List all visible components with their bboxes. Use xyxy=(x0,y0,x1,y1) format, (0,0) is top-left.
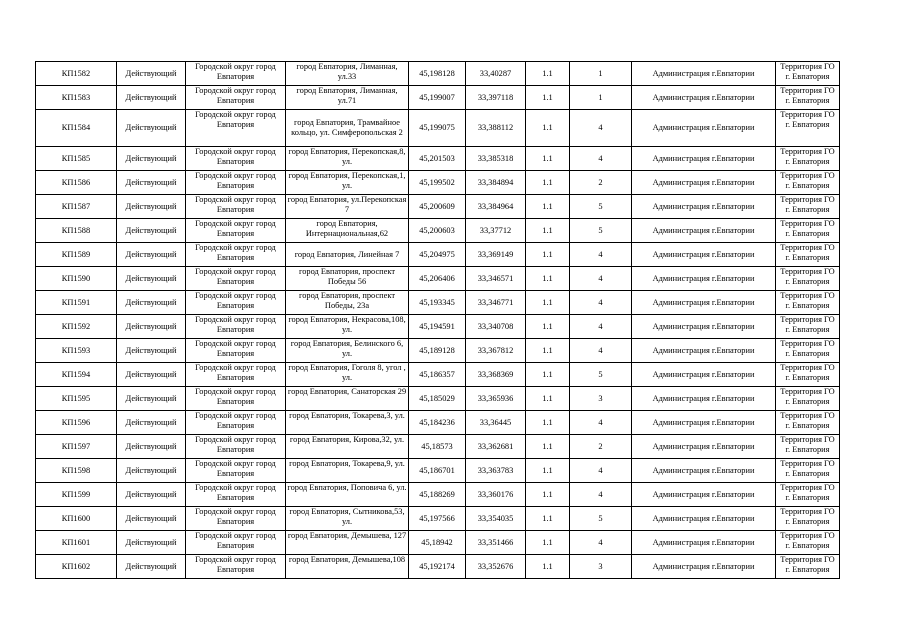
administration-cell: Администрация г.Евпатории xyxy=(632,411,776,435)
administration-cell: Администрация г.Евпатории xyxy=(632,243,776,267)
district-cell: Городской округ город Евпатория xyxy=(186,387,286,411)
status-cell: Действующий xyxy=(117,411,186,435)
table-row xyxy=(36,62,840,86)
container-count-cell: 4 xyxy=(570,339,632,363)
table-row xyxy=(36,363,840,387)
address-cell: город Евпатория, Перекопская,8, ул. xyxy=(286,147,409,171)
address-cell: город Евпатория, Санаторская 29 xyxy=(286,387,409,411)
latitude-cell: 45,194591 xyxy=(409,315,466,339)
status-cell: Действующий xyxy=(117,243,186,267)
status-cell: Действующий xyxy=(117,291,186,315)
administration-cell: Администрация г.Евпатории xyxy=(632,315,776,339)
table-row xyxy=(36,339,840,363)
table-row xyxy=(36,435,840,459)
longitude-cell: 33,388112 xyxy=(466,110,526,147)
administration-cell: Администрация г.Евпатории xyxy=(632,86,776,110)
status-cell: Действующий xyxy=(117,195,186,219)
district-cell: Городской округ город Евпатория xyxy=(186,459,286,483)
administration-cell: Администрация г.Евпатории xyxy=(632,531,776,555)
longitude-cell: 33,360176 xyxy=(466,483,526,507)
code-cell: 1.1 xyxy=(526,459,570,483)
latitude-cell: 45,186357 xyxy=(409,363,466,387)
status-cell: Действующий xyxy=(117,62,186,86)
district-cell: Городской округ город Евпатория xyxy=(186,243,286,267)
container-count-cell: 1 xyxy=(570,62,632,86)
territory-cell: Территория ГО г. Евпатория xyxy=(776,195,840,219)
container-count-cell: 4 xyxy=(570,483,632,507)
address-cell: город Евпатория, Поповича 6, ул. xyxy=(286,483,409,507)
territory-cell: Территория ГО г. Евпатория xyxy=(776,555,840,579)
code-cell: 1.1 xyxy=(526,387,570,411)
district-cell: Городской округ город Евпатория xyxy=(186,507,286,531)
longitude-cell: 33,397118 xyxy=(466,86,526,110)
longitude-cell: 33,340708 xyxy=(466,315,526,339)
code-cell: 1.1 xyxy=(526,315,570,339)
code-cell: 1.1 xyxy=(526,195,570,219)
table-row xyxy=(36,459,840,483)
territory-cell: Территория ГО г. Евпатория xyxy=(776,62,840,86)
address-cell: город Евпатория, Лиманная, ул.71 xyxy=(286,86,409,110)
latitude-cell: 45,204975 xyxy=(409,243,466,267)
site-id-cell: КП1590 xyxy=(36,267,117,291)
container-count-cell: 5 xyxy=(570,363,632,387)
district-cell: Городской округ город Евпатория xyxy=(186,363,286,387)
status-cell: Действующий xyxy=(117,219,186,243)
container-count-cell: 4 xyxy=(570,459,632,483)
code-cell: 1.1 xyxy=(526,507,570,531)
territory-cell: Территория ГО г. Евпатория xyxy=(776,411,840,435)
status-cell: Действующий xyxy=(117,363,186,387)
longitude-cell: 33,40287 xyxy=(466,62,526,86)
district-cell: Городской округ город Евпатория xyxy=(186,339,286,363)
status-cell: Действующий xyxy=(117,110,186,147)
longitude-cell: 33,362681 xyxy=(466,435,526,459)
site-id-cell: КП1582 xyxy=(36,62,117,86)
latitude-cell: 45,184236 xyxy=(409,411,466,435)
address-cell: город Евпатория, Токарева,9, ул. xyxy=(286,459,409,483)
address-cell: город Евпатория, ул.Перекопская 7 xyxy=(286,195,409,219)
container-count-cell: 3 xyxy=(570,555,632,579)
code-cell: 1.1 xyxy=(526,171,570,195)
address-cell: город Евпатория, Лиманная, ул.33 xyxy=(286,62,409,86)
container-count-cell: 3 xyxy=(570,387,632,411)
table-row xyxy=(36,147,840,171)
site-id-cell: КП1599 xyxy=(36,483,117,507)
code-cell: 1.1 xyxy=(526,363,570,387)
district-cell: Городской округ город Евпатория xyxy=(186,411,286,435)
table-row xyxy=(36,555,840,579)
territory-cell: Территория ГО г. Евпатория xyxy=(776,219,840,243)
longitude-cell: 33,346571 xyxy=(466,267,526,291)
registry-table-page xyxy=(35,61,839,579)
territory-cell: Территория ГО г. Евпатория xyxy=(776,531,840,555)
site-id-cell: КП1595 xyxy=(36,387,117,411)
container-count-cell: 5 xyxy=(570,219,632,243)
latitude-cell: 45,186701 xyxy=(409,459,466,483)
administration-cell: Администрация г.Евпатории xyxy=(632,555,776,579)
administration-cell: Администрация г.Евпатории xyxy=(632,219,776,243)
longitude-cell: 33,385318 xyxy=(466,147,526,171)
code-cell: 1.1 xyxy=(526,291,570,315)
longitude-cell: 33,352676 xyxy=(466,555,526,579)
longitude-cell: 33,365936 xyxy=(466,387,526,411)
territory-cell: Территория ГО г. Евпатория xyxy=(776,110,840,147)
longitude-cell: 33,368369 xyxy=(466,363,526,387)
latitude-cell: 45,193345 xyxy=(409,291,466,315)
longitude-cell: 33,384894 xyxy=(466,171,526,195)
table-row xyxy=(36,291,840,315)
site-id-cell: КП1589 xyxy=(36,243,117,267)
container-count-cell: 4 xyxy=(570,243,632,267)
territory-cell: Территория ГО г. Евпатория xyxy=(776,291,840,315)
code-cell: 1.1 xyxy=(526,435,570,459)
site-id-cell: КП1600 xyxy=(36,507,117,531)
territory-cell: Территория ГО г. Евпатория xyxy=(776,459,840,483)
container-count-cell: 4 xyxy=(570,291,632,315)
latitude-cell: 45,199075 xyxy=(409,110,466,147)
address-cell: город Евпатория, Линейная 7 xyxy=(286,243,409,267)
territory-cell: Территория ГО г. Евпатория xyxy=(776,147,840,171)
latitude-cell: 45,188269 xyxy=(409,483,466,507)
site-id-cell: КП1588 xyxy=(36,219,117,243)
administration-cell: Администрация г.Евпатории xyxy=(632,147,776,171)
district-cell: Городской округ город Евпатория xyxy=(186,267,286,291)
address-cell: город Евпатория, Гоголя 8, угол , ул. xyxy=(286,363,409,387)
territory-cell: Территория ГО г. Евпатория xyxy=(776,435,840,459)
site-id-cell: КП1584 xyxy=(36,110,117,147)
territory-cell: Территория ГО г. Евпатория xyxy=(776,171,840,195)
code-cell: 1.1 xyxy=(526,219,570,243)
district-cell: Городской округ город Евпатория xyxy=(186,86,286,110)
latitude-cell: 45,198128 xyxy=(409,62,466,86)
table-row xyxy=(36,411,840,435)
status-cell: Действующий xyxy=(117,387,186,411)
longitude-cell: 33,384964 xyxy=(466,195,526,219)
site-id-cell: КП1592 xyxy=(36,315,117,339)
longitude-cell: 33,369149 xyxy=(466,243,526,267)
table-row xyxy=(36,195,840,219)
administration-cell: Администрация г.Евпатории xyxy=(632,171,776,195)
code-cell: 1.1 xyxy=(526,86,570,110)
latitude-cell: 45,185029 xyxy=(409,387,466,411)
administration-cell: Администрация г.Евпатории xyxy=(632,267,776,291)
latitude-cell: 45,18573 xyxy=(409,435,466,459)
territory-cell: Территория ГО г. Евпатория xyxy=(776,243,840,267)
administration-cell: Администрация г.Евпатории xyxy=(632,62,776,86)
site-id-cell: КП1602 xyxy=(36,555,117,579)
status-cell: Действующий xyxy=(117,339,186,363)
district-cell: Городской округ город Евпатория xyxy=(186,195,286,219)
code-cell: 1.1 xyxy=(526,110,570,147)
district-cell: Городской округ город Евпатория xyxy=(186,315,286,339)
status-cell: Действующий xyxy=(117,459,186,483)
status-cell: Действующий xyxy=(117,555,186,579)
site-id-cell: КП1601 xyxy=(36,531,117,555)
territory-cell: Территория ГО г. Евпатория xyxy=(776,507,840,531)
status-cell: Действующий xyxy=(117,507,186,531)
address-cell: город Евпатория, Перекопская,1, ул. xyxy=(286,171,409,195)
site-id-cell: КП1586 xyxy=(36,171,117,195)
code-cell: 1.1 xyxy=(526,531,570,555)
site-id-cell: КП1593 xyxy=(36,339,117,363)
territory-cell: Территория ГО г. Евпатория xyxy=(776,339,840,363)
latitude-cell: 45,189128 xyxy=(409,339,466,363)
container-count-cell: 4 xyxy=(570,411,632,435)
site-id-cell: КП1583 xyxy=(36,86,117,110)
longitude-cell: 33,36445 xyxy=(466,411,526,435)
site-id-cell: КП1596 xyxy=(36,411,117,435)
table-row xyxy=(36,110,840,147)
latitude-cell: 45,199007 xyxy=(409,86,466,110)
address-cell: город Евпатория, Токарева,3, ул. xyxy=(286,411,409,435)
territory-cell: Территория ГО г. Евпатория xyxy=(776,387,840,411)
site-id-cell: КП1591 xyxy=(36,291,117,315)
container-count-cell: 4 xyxy=(570,147,632,171)
container-sites-table xyxy=(35,61,840,579)
latitude-cell: 45,192174 xyxy=(409,555,466,579)
longitude-cell: 33,354035 xyxy=(466,507,526,531)
territory-cell: Территория ГО г. Евпатория xyxy=(776,267,840,291)
container-count-cell: 4 xyxy=(570,110,632,147)
latitude-cell: 45,18942 xyxy=(409,531,466,555)
table-body xyxy=(36,62,840,579)
container-count-cell: 4 xyxy=(570,315,632,339)
table-row xyxy=(36,483,840,507)
code-cell: 1.1 xyxy=(526,411,570,435)
district-cell: Городской округ город Евпатория xyxy=(186,110,286,147)
administration-cell: Администрация г.Евпатории xyxy=(632,339,776,363)
status-cell: Действующий xyxy=(117,315,186,339)
table-row xyxy=(36,387,840,411)
administration-cell: Администрация г.Евпатории xyxy=(632,435,776,459)
address-cell: город Евпатория, Кирова,32, ул. xyxy=(286,435,409,459)
latitude-cell: 45,200609 xyxy=(409,195,466,219)
administration-cell: Администрация г.Евпатории xyxy=(632,483,776,507)
code-cell: 1.1 xyxy=(526,243,570,267)
container-count-cell: 4 xyxy=(570,267,632,291)
latitude-cell: 45,201503 xyxy=(409,147,466,171)
site-id-cell: КП1587 xyxy=(36,195,117,219)
address-cell: город Евпатория, Сытникова,53, ул. xyxy=(286,507,409,531)
status-cell: Действующий xyxy=(117,483,186,507)
container-count-cell: 2 xyxy=(570,171,632,195)
district-cell: Городской округ город Евпатория xyxy=(186,483,286,507)
table-row xyxy=(36,507,840,531)
container-count-cell: 4 xyxy=(570,531,632,555)
status-cell: Действующий xyxy=(117,171,186,195)
address-cell: город Евпатория, Некрасова,108, ул. xyxy=(286,315,409,339)
administration-cell: Администрация г.Евпатории xyxy=(632,363,776,387)
administration-cell: Администрация г.Евпатории xyxy=(632,507,776,531)
longitude-cell: 33,351466 xyxy=(466,531,526,555)
code-cell: 1.1 xyxy=(526,62,570,86)
table-row xyxy=(36,171,840,195)
site-id-cell: КП1597 xyxy=(36,435,117,459)
status-cell: Действующий xyxy=(117,147,186,171)
table-row xyxy=(36,267,840,291)
address-cell: город Евпатория, проспект Победы, 23а xyxy=(286,291,409,315)
district-cell: Городской округ город Евпатория xyxy=(186,219,286,243)
site-id-cell: КП1585 xyxy=(36,147,117,171)
district-cell: Городской округ город Евпатория xyxy=(186,291,286,315)
administration-cell: Администрация г.Евпатории xyxy=(632,110,776,147)
table-row xyxy=(36,315,840,339)
container-count-cell: 5 xyxy=(570,507,632,531)
district-cell: Городской округ город Евпатория xyxy=(186,555,286,579)
code-cell: 1.1 xyxy=(526,555,570,579)
territory-cell: Территория ГО г. Евпатория xyxy=(776,363,840,387)
address-cell: город Евпатория, Интернациональная,62 xyxy=(286,219,409,243)
district-cell: Городской округ город Евпатория xyxy=(186,531,286,555)
status-cell: Действующий xyxy=(117,435,186,459)
address-cell: город Евпатория, Демышева, 127 xyxy=(286,531,409,555)
code-cell: 1.1 xyxy=(526,483,570,507)
administration-cell: Администрация г.Евпатории xyxy=(632,387,776,411)
status-cell: Действующий xyxy=(117,86,186,110)
district-cell: Городской округ город Евпатория xyxy=(186,62,286,86)
territory-cell: Территория ГО г. Евпатория xyxy=(776,86,840,110)
longitude-cell: 33,346771 xyxy=(466,291,526,315)
district-cell: Городской округ город Евпатория xyxy=(186,435,286,459)
status-cell: Действующий xyxy=(117,267,186,291)
table-row xyxy=(36,531,840,555)
container-count-cell: 1 xyxy=(570,86,632,110)
latitude-cell: 45,197566 xyxy=(409,507,466,531)
address-cell: город Евпатория, Белинского 6, ул. xyxy=(286,339,409,363)
longitude-cell: 33,37712 xyxy=(466,219,526,243)
table-row xyxy=(36,243,840,267)
container-count-cell: 2 xyxy=(570,435,632,459)
longitude-cell: 33,363783 xyxy=(466,459,526,483)
district-cell: Городской округ город Евпатория xyxy=(186,171,286,195)
status-cell: Действующий xyxy=(117,531,186,555)
address-cell: город Евпатория, проспект Победы 56 xyxy=(286,267,409,291)
district-cell: Городской округ город Евпатория xyxy=(186,147,286,171)
latitude-cell: 45,206406 xyxy=(409,267,466,291)
site-id-cell: КП1594 xyxy=(36,363,117,387)
latitude-cell: 45,199502 xyxy=(409,171,466,195)
table-row xyxy=(36,86,840,110)
site-id-cell: КП1598 xyxy=(36,459,117,483)
table-row xyxy=(36,219,840,243)
container-count-cell: 5 xyxy=(570,195,632,219)
latitude-cell: 45,200603 xyxy=(409,219,466,243)
code-cell: 1.1 xyxy=(526,267,570,291)
address-cell: город Евпатория, Демышева,108 xyxy=(286,555,409,579)
code-cell: 1.1 xyxy=(526,147,570,171)
address-cell: город Евпатория, Трамвайное кольцо, ул. Симферопольская 2 xyxy=(286,110,409,147)
longitude-cell: 33,367812 xyxy=(466,339,526,363)
administration-cell: Администрация г.Евпатории xyxy=(632,195,776,219)
administration-cell: Администрация г.Евпатории xyxy=(632,291,776,315)
territory-cell: Территория ГО г. Евпатория xyxy=(776,315,840,339)
administration-cell: Администрация г.Евпатории xyxy=(632,459,776,483)
territory-cell: Территория ГО г. Евпатория xyxy=(776,483,840,507)
code-cell: 1.1 xyxy=(526,339,570,363)
